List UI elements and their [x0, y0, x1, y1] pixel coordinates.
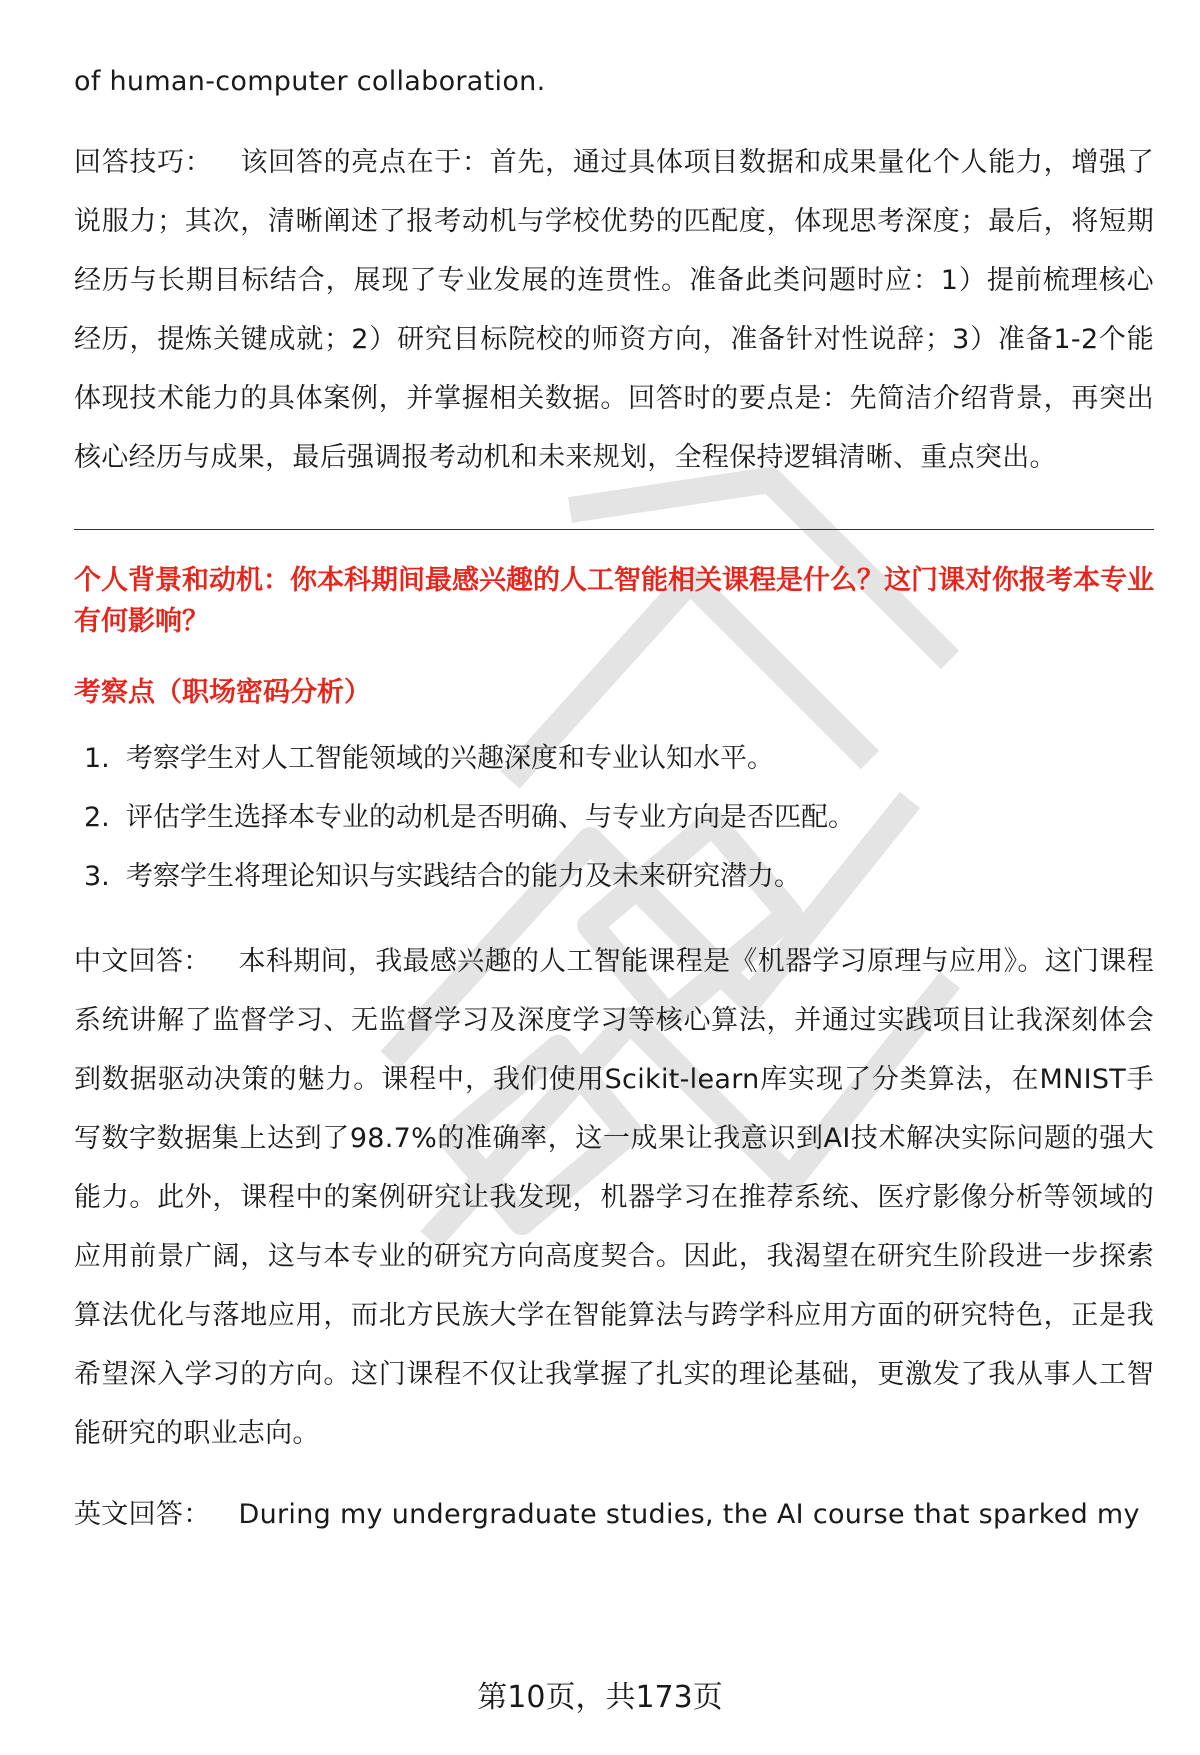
- en-answer-label: 英文回答：: [74, 1499, 211, 1530]
- en-answer-paragraph: [74, 1485, 1154, 1544]
- question-heading: 个人背景和动机：你本科期间最感兴趣的人工智能相关课程是什么？这门课对你报考本专业有何影响？: [74, 565, 1154, 637]
- intro-tail-paragraph: of human-computer collaboration.: [74, 66, 546, 97]
- list-item-number: 3.: [84, 861, 110, 892]
- exam-points-title: 考察点（职场密码分析）: [74, 677, 371, 708]
- list-item-number: 1.: [84, 743, 110, 774]
- en-answer-text: During my undergraduate studies, the AI course that sparked my: [238, 1499, 1140, 1530]
- cn-answer-text: 本科期间，我最感兴趣的人工智能课程是《机器学习原理与应用》。这门课程系统讲解了监督学习、无监督学习及深度学习等核心算法，并通过实践项目让我深刻体会到数据驱动决策的魅力。课程中，我们使用Scikit-learn库实现了分类算法，在MNIST手写数字数据集上达到了98.7%的准确率，这一成果让我意识到AI技术解决实际问题的强大能力。此外，课程中的案例研究让我发现，机器学习在推荐系统、医疗影像分析等领域的应用前景广阔，这与本专业的研究方向高度契合。因此，我渴望在研究生阶段进一步探索算法优化与落地应用，而北方民族大学在智能算法与跨学科应用方面的研究特色，正是我希望深入学习的方向。这门课程不仅让我掌握了扎实的理论基础，更激发了我从事人工智能研究的职业志向。: [74, 946, 1154, 1449]
- exam-points-list: [74, 729, 1154, 906]
- list-item-text: 考察学生将理论知识与实践结合的能力及未来研究潜力。: [126, 861, 801, 892]
- list-item-text: 考察学生对人工智能领域的兴趣深度和专业认知水平。: [126, 743, 774, 774]
- list-item-number: 2.: [84, 802, 110, 833]
- content-area: [74, 52, 1154, 1544]
- section-divider: [74, 529, 1154, 530]
- list-item: [74, 729, 1154, 788]
- tips-paragraph: [74, 133, 1154, 487]
- list-item: [74, 788, 1154, 847]
- tips-label: 回答技巧：: [74, 147, 213, 178]
- tips-text: 该回答的亮点在于：首先，通过具体项目数据和成果量化个人能力，增强了说服力；其次，清晰阐述了报考动机与学校优势的匹配度，体现思考深度；最后，将短期经历与长期目标结合，展现了专业发展的连贯性。准备此类问题时应：1）提前梳理核心经历，提炼关键成就；2）研究目标院校的师资方向，准备针对性说辞；3）准备1-2个能体现技术能力的具体案例，并掌握相关数据。回答时的要点是：先简洁介绍背景，再突出核心经历与成果，最后强调报考动机和未来规划，全程保持逻辑清晰、重点突出。: [74, 147, 1155, 473]
- page-number-footer: 第10页，共173页: [477, 1680, 723, 1715]
- cn-answer-paragraph: [74, 932, 1154, 1463]
- list-item-text: 评估学生选择本专业的动机是否明确、与专业方向是否匹配。: [126, 802, 855, 833]
- list-item: [74, 847, 1154, 906]
- cn-answer-label: 中文回答：: [74, 946, 211, 977]
